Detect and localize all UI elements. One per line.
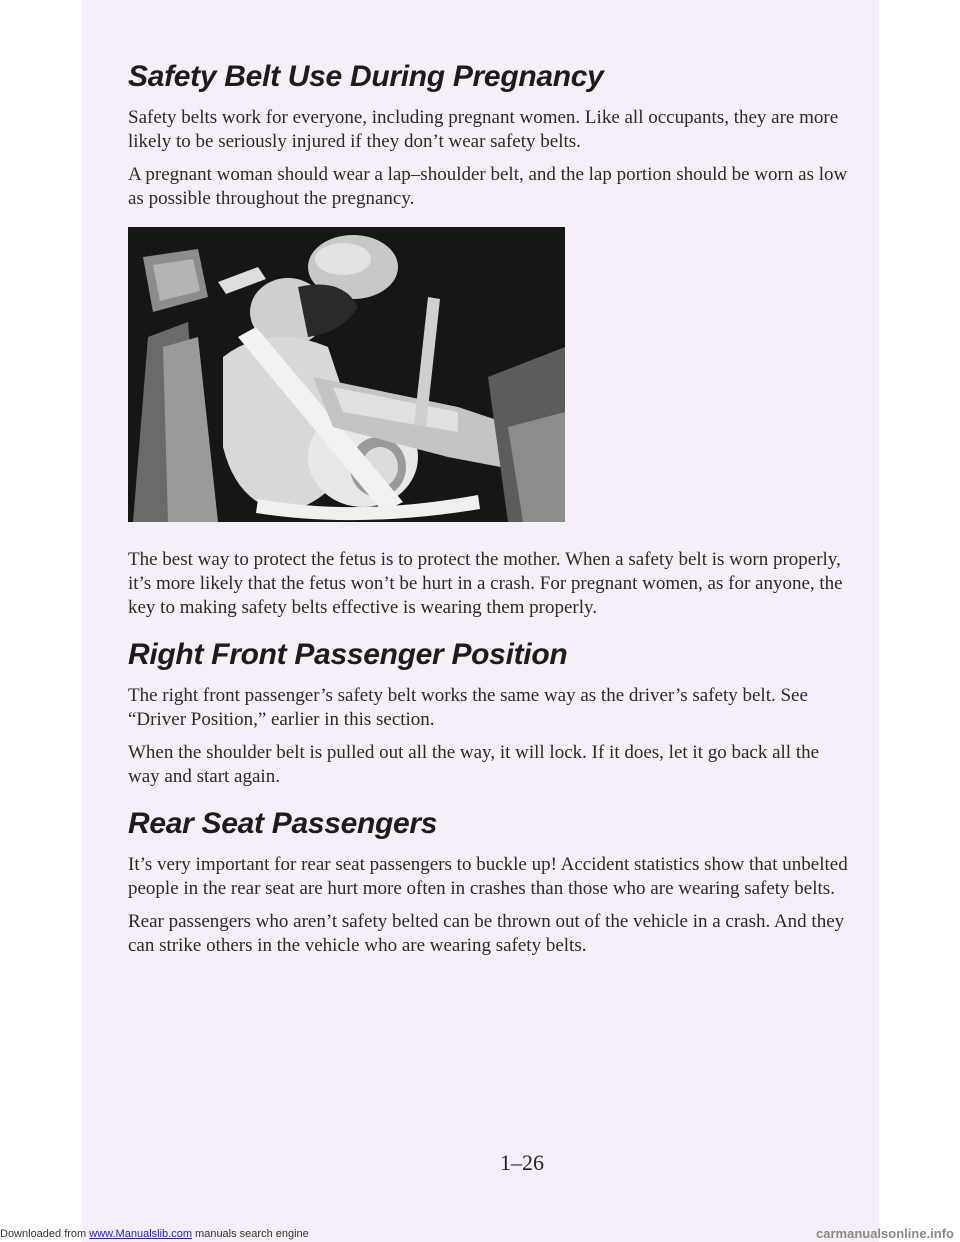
heading-pregnancy: Safety Belt Use During Pregnancy (128, 60, 604, 93)
footer-suffix: manuals search engine (191, 1228, 309, 1240)
paragraph: It’s very important for rear seat passengers to buckle up! Accident statistics show that unbelted people in the rear seat are hurt more often in crashes than those who are wearing safety belts. (128, 854, 848, 899)
paragraph: When the shoulder belt is pulled out all the way, it will lock. If it does, let it go back all the way and start again. (128, 742, 820, 787)
paragraph: The right front passenger’s safety belt works the same way as the driver’s safety belt. See “Driver Position,” earlier in this section. (128, 685, 808, 730)
footer-prefix: Downloaded from (0, 1228, 90, 1240)
manualslib-link[interactable]: www.Manualslib.com (89, 1228, 192, 1240)
pregnant-belt-illustration (128, 227, 565, 522)
paragraph: Rear passengers who aren’t safety belted can be thrown out of the vehicle in a crash. And they can strike others in the vehicle who are wearing safety belts. (128, 911, 845, 956)
paragraph: The best way to protect the fetus is to protect the mother. When a safety belt is worn properly, it’s more likely that the fetus won’t be hurt in a crash. For pregnant women, as for anyone, the key to making safety belts effective is wearing them properly. (128, 549, 843, 618)
heading-right-front-passenger: Right Front Passenger Position (128, 638, 568, 671)
illustration-svg (128, 227, 565, 522)
watermark: carmanualsonline.info (816, 1226, 954, 1241)
download-footer (0, 1228, 309, 1240)
page-number: 1–26 (500, 1150, 544, 1175)
heading-rear-seat-passengers: Rear Seat Passengers (128, 807, 438, 840)
paragraph: Safety belts work for everyone, including pregnant women. Like all occupants, they are more likely to be seriously injured if they don’t wear safety belts. (128, 107, 839, 152)
page-content (128, 60, 848, 967)
paragraph: A pregnant woman should wear a lap–shoulder belt, and the lap portion should be worn as low as possible throughout the pregnancy. (128, 164, 848, 209)
manual-page (82, 0, 879, 1242)
